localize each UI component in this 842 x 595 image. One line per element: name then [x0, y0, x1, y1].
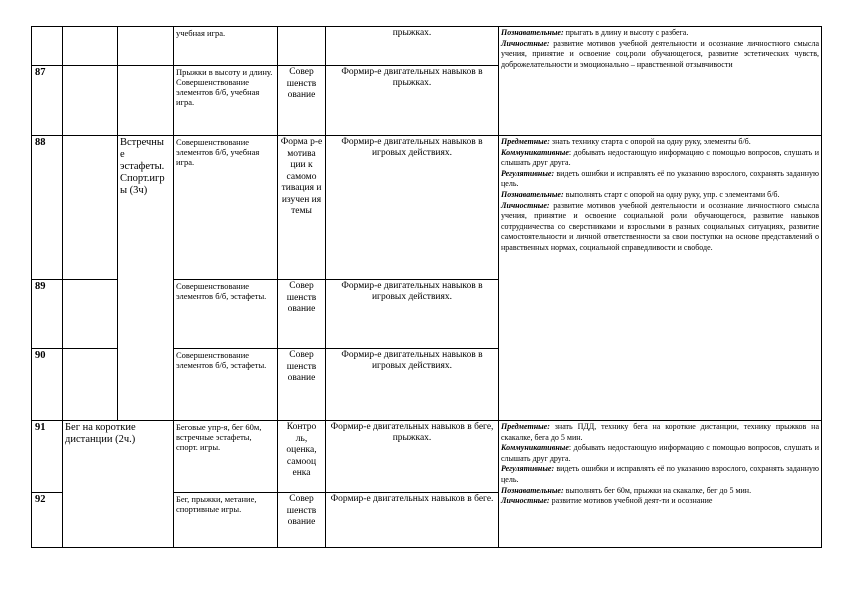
topic-cell [118, 27, 174, 66]
lesson-forms: Формир-е двигательных навыков в беге. [326, 493, 499, 548]
empty-cell [63, 349, 118, 421]
result-line: Предметные: знать технику старта с опорой на одну руку, элементы б/б. [501, 137, 751, 146]
lesson-type: Контро ль, оценка, самооц енка [278, 421, 326, 493]
lesson-number: 87 [32, 66, 63, 136]
lesson-content: Бег, прыжки, метание, спортивные игры. [174, 493, 278, 548]
lesson-forms: Формир-е двигательных навыков в беге, прыжках. [326, 421, 499, 493]
lesson-forms: Формир-е двигательных навыков в игровых действиях. [326, 349, 499, 421]
topic-relay: Встречны е эстафеты. Спорт.игр ы (3ч) [118, 136, 174, 421]
table-row [32, 421, 822, 493]
lesson-number: 90 [32, 349, 63, 421]
lesson-type: Совер шенств ование [278, 349, 326, 421]
lesson-type: Форма р-е мотива ции к самомо тивация и изучен ия темы [278, 136, 326, 280]
lesson-number: 92 [32, 493, 63, 548]
topic-run: Бег на короткие дистанции (2ч.) [63, 421, 174, 548]
result-line: Познавательные: выполнять старт с опорой на одну руку, упр. с элементами б/б. [501, 189, 780, 199]
result-line: Предметные: знать ПДД, технику бега на короткие дистанции, технику прыжков на скакалке, бега до 5 мин. [501, 422, 819, 442]
learning-results [499, 136, 822, 421]
result-line: Коммуникативные: добывать недостающую информацию с помощью вопросов, слушать и слышать друг друга. [501, 147, 819, 168]
result-line: Регулятивные: видеть ошибки и исправлять её по указанию взрослого, сохранять заданную цель. [501, 168, 819, 189]
lesson-type: Совер шенств ование [278, 493, 326, 548]
result-line: Личностные: развитие мотивов учебной деятельности и осознание личностного смысла учения, принятие и освоение социальной роли обучающегося, развитие навыков сотрудничества со сверстниками и взрослыми в разных социальных ситуациях, развитие самостоятельности и личной ответственности за свои поступки на основе представлений о нравственных нормах, социальной справедливости и свободе. [501, 200, 819, 252]
lesson-content: Прыжки в высоту и длину. Совершенствование элементов б/б, учебная игра. [174, 66, 278, 136]
lesson-type: Совер шенств ование [278, 66, 326, 136]
empty-cell [63, 27, 118, 66]
lesson-forms: прыжках. [326, 27, 499, 66]
lesson-content: Совершенствование элементов б/б, эстафеты. [174, 349, 278, 421]
lesson-content: Беговые упр-я, бег 60м, встречные эстафеты, спорт. игры. [174, 421, 278, 493]
learning-results [499, 421, 822, 548]
table-row [32, 27, 822, 66]
lesson-number: 88 [32, 136, 63, 280]
empty-cell [63, 280, 118, 349]
result-line: Познавательные: прыгать в длину и высоту с разбега. [501, 28, 689, 37]
empty-cell [63, 136, 118, 280]
lesson-plan-table [31, 26, 822, 548]
result-line: Коммуникативные: добывать недостающую информацию с помощью вопросов, слушать и слышать друг друга. [501, 443, 819, 463]
lesson-content: Совершенствование элементов б/б, эстафеты. [174, 280, 278, 349]
lesson-content: учебная игра. [174, 27, 278, 66]
lesson-forms: Формир-е двигательных навыков в игровых действиях. [326, 280, 499, 349]
table-row [32, 136, 822, 280]
lesson-forms: Формир-е двигательных навыков в прыжках. [326, 66, 499, 136]
lesson-number: 89 [32, 280, 63, 349]
result-line: Регулятивные: видеть ошибки и исправлять её по указанию взрослого, сохранять заданную цель. [501, 464, 819, 484]
lesson-forms: Формир-е двигательных навыков в игровых действиях. [326, 136, 499, 280]
lesson-type [278, 27, 326, 66]
learning-results [499, 27, 822, 136]
lesson-number: 91 [32, 421, 63, 493]
lesson-number [32, 27, 63, 66]
result-line: Личностные: развитие мотивов учебной деятельности и осознание личностного смысла учения, принятие и освоение соц.роли обучающегося, развитие эстетических чувств, доброжелательности и эмоционально – нравственной отзывчивости [501, 38, 819, 69]
lesson-type: Совер шенств ование [278, 280, 326, 349]
lesson-content: Совершенствование элементов б/б, учебная игра. [174, 136, 278, 280]
empty-cell [63, 66, 118, 136]
result-line: Познавательные: выполнять бег 60м, прыжки на скакалке, бег до 5 мин. [501, 485, 752, 495]
topic-cell [118, 66, 174, 136]
result-line: Личностные: развитие мотивов учебной деят-ти и осознание [501, 496, 713, 506]
